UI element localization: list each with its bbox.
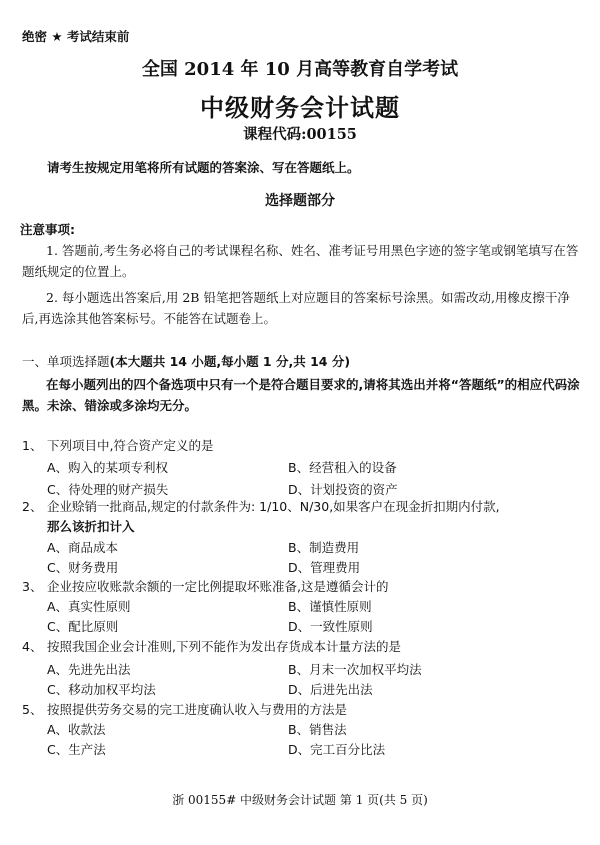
instruction-text: 请考生按规定用笔将所有试题的答案涂、写在答题纸上。 xyxy=(47,160,360,175)
option-a: A、真实性原则 xyxy=(47,599,131,614)
option-b: B、销售法 xyxy=(288,722,347,737)
section-subtitle: (本大题共 14 小题,每小题 1 分,共 14 分) xyxy=(109,354,351,369)
option-d: D、一致性原则 xyxy=(288,619,373,634)
option-c: C、配比原则 xyxy=(47,619,119,634)
option-d: D、完工百分比法 xyxy=(288,742,386,757)
option-c: C、待处理的财产损失 xyxy=(47,482,169,497)
section-title: 一、单项选择题 xyxy=(22,354,110,369)
option-b: B、制造费用 xyxy=(288,540,360,555)
part-title: 选择题部分 xyxy=(265,193,335,209)
confidential-label: 绝密 ★ 考试结束前 xyxy=(22,29,130,44)
paper-title: 中级财务会计试题 xyxy=(200,94,400,122)
option-c: C、移动加权平均法 xyxy=(47,682,156,697)
question-number: 2、 xyxy=(22,499,43,514)
question-number: 3、 xyxy=(22,579,43,594)
course-code: 课程代码:00155 xyxy=(243,126,357,143)
page-footer: 浙 00155# 中级财务会计试题 第 1 页(共 5 页) xyxy=(172,793,428,807)
question-number: 5、 xyxy=(22,702,43,717)
option-a: A、商品成本 xyxy=(47,540,119,555)
option-b: B、月末一次加权平均法 xyxy=(288,662,422,677)
section-description: 在每小题列出的四个备选项中只有一个是符合题目要求的,请将其选出并将“答题纸”的相应代码涂黑。未涂、错涂或多涂均无分。 xyxy=(22,377,580,413)
notes-heading: 注意事项: xyxy=(20,222,75,237)
question-text-continued: 那么该折扣计入 xyxy=(47,519,135,534)
section-heading xyxy=(22,352,350,370)
question-number: 1、 xyxy=(22,438,43,453)
option-b: B、谨慎性原则 xyxy=(288,599,372,614)
question-number: 4、 xyxy=(22,639,43,654)
exam-title: 全国 2014 年 10 月高等教育自学考试 xyxy=(141,59,459,80)
question-text: 按照提供劳务交易的完工进度确认收入与费用的方法是 xyxy=(47,702,348,717)
option-a: A、购入的某项专利权 xyxy=(47,460,169,475)
option-d: D、后进先出法 xyxy=(288,682,373,697)
option-c: C、财务费用 xyxy=(47,560,119,575)
question-text: 按照我国企业会计准则,下列不能作为发出存货成本计量方法的是 xyxy=(47,639,401,654)
option-b: B、经营租入的设备 xyxy=(288,460,397,475)
question-text: 企业赊销一批商品,规定的付款条件为: 1/10、N/30,如果客户在现金折扣期内付款, xyxy=(47,499,500,514)
option-c: C、生产法 xyxy=(47,742,106,757)
option-a: A、先进先出法 xyxy=(47,662,131,677)
option-a: A、收款法 xyxy=(47,722,106,737)
question-text: 企业按应收账款余额的一定比例提取坏账准备,这是遵循会计的 xyxy=(47,579,389,594)
option-d: D、计划投资的资产 xyxy=(288,482,398,497)
note-paragraph-1: 1. 答题前,考生务必将自己的考试课程名称、姓名、准考证号用黑色字迹的签字笔或钢笔填写在答题纸规定的位置上。 xyxy=(22,243,579,279)
note-paragraph-2: 2. 每小题选出答案后,用 2B 铅笔把答题纸上对应题目的答案标号涂黑。如需改动,用橡皮擦干净后,再选涂其他答案标号。不能答在试题卷上。 xyxy=(22,290,570,326)
question-text: 下列项目中,符合资产定义的是 xyxy=(47,438,214,453)
option-d: D、管理费用 xyxy=(288,560,361,575)
